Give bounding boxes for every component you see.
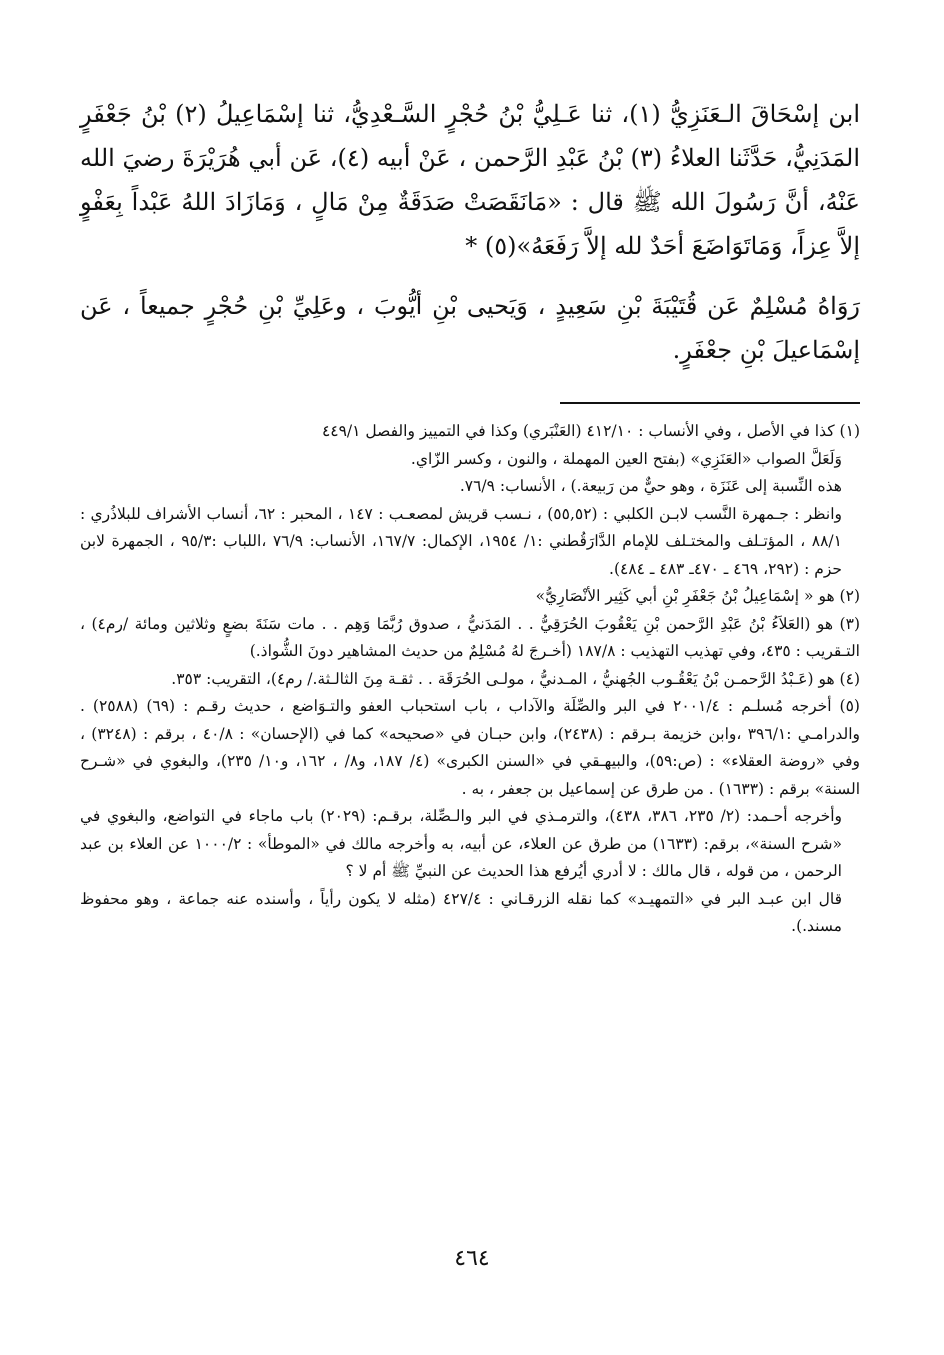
footnote-line: وَلَعَلَّ الصواب «العَنَزِي» (بفتح العين المهملة ، والنون ، وكسر الزّاي. xyxy=(410,449,842,468)
footnote-line: (٥) أخرجه مُسلـم : ٢٠٠١/٤ في البر والصِّلَة والآداب ، باب استحباب العفو والتـوَاضع ، حديث رقـم : (٦٩) (٢٥٨٨) . والدرامـي :٣٩٦/١ ،وابن خزيمة بـرقم : (٢٤٣٨)، وابن حبـان في «صحيحه» كما في (الإحسان» : ٤٠/٨ ، برقم : (٣٢٤٨) ، وفي «روضة العقلاء» : (ص:٥٩)، والبيهـقي في «السنن الكبرى» (٤/ ١٨٧، و٨/ ، ١٦٢، و١٠/ ٢٣٥)، والبغوي في «شـرح السنة» برقم : (١٦٣٣) . من طرق عن إسماعيل بن جعفر ، به . xyxy=(80,697,860,798)
footnote-line: وانظر : جـمهرة النَّسب لابـن الكلبي : (٥٥,٥٢) ، نـسب قريش لمصعـب : ١٤٧ ، المحبر : ٦٢، أنساب الأشراف للبلاذُري : ٨٨/١ ، المؤتـلف والمختـلف للإمام الدَّارَقُطني :١/ ١٩٥٤، الإكمال: ١٦٧/٧، الأنساب: ٧٦/٩ ،اللباب :٩٥/٣ ، الجمهرة لابن حزم : (٢٩٢، ٤٦٩ ـ ٤٧٠ـ ٤٨٣ ـ ٤٨٤). xyxy=(80,504,842,578)
narration-paragraph: رَوَاهُ مُسْلِمٌ عَن قُتَيْبَةَ بْنِ سَعِيدٍ ، وَيَحيى بْنِ أيُّوبَ ، وعَلِيِّ بْنِ حُجْرٍ جميعاً ، عَن إسْمَاعيلَ بْنِ جعْفَرٍ. xyxy=(80,292,860,364)
footnote-3: (٣) هو (العَلاَءُ بْنُ عَبْدِ الرَّحمن بْنِ يَعْقُوبَ الحُرَقِيُّ . . المَدَنيُّ ، صدوق رُبَّمَا وَهِم . . مات سَنَةَ بضعٍ وثلاثين ومائة /رم٤) ، التـقريب : ٤٣٥، وفي تهذيب التهذيب : ١٨٧/٨ (أخـرجَ لهُ مُسْلِمٌ من حديث المشاهير دونَ الشُّواذ.) xyxy=(80,614,860,660)
footnotes xyxy=(80,418,860,941)
footnote-line: قال ابن عبـد البر في «التمهيـد» كما نقله الزرقـاني : ٤٢٧/٤ (مثله لا يكون رأياً ، وأسنده عنه جماعة ، وهو محفوظ مسند.). xyxy=(80,889,842,935)
book-page xyxy=(80,92,860,941)
footnote-line: وأخرجه أحـمد: (٢/ ٢٣٥، ٣٨٦، ٤٣٨)، والترمـذي في البر والـصِّلة، برقـم: (٢٠٢٩) باب ماجاء في التواضع، والبغوي في «شرح السنة»، برقم: (١٦٣٣) من طرق عن العلاء، عن أبيه، به وأخرجه مالك في «الموطأ» : ١٠٠٠/٢ عن العلاء بن عبد الرحمن ، من قوله ، قال مالك : لا أدري أيُرفع هذا الحديث عن النبيِّ ﷺ أم لا ؟ xyxy=(80,807,842,880)
footnote-4: (٤) هو (عَـبْدُ الرَّحمـن بْنُ يَعْقُـوب الجُهنيُّ ، المـدنيُّ ، مولـى الحُرَقَة . . ثقـة مِنَ الثالـثة./ رم٤)، التقريب: ٣٥٣. xyxy=(171,669,860,688)
footnote-divider xyxy=(560,402,860,404)
footnote-1 xyxy=(80,418,860,583)
hadith-text xyxy=(80,92,860,372)
footnote-5 xyxy=(80,693,860,941)
footnote-2: (٢) هو « إسْمَاعِيلُ بْنُ جَعْفَرِ بْنِ أبي كَثِير الأنْصَارِيُّ» xyxy=(535,587,860,605)
page-number: ٤٦٤ xyxy=(454,1246,490,1271)
footnote-line: (١) كذا في الأصل ، وفي الأنساب : ٤١٢/١٠ (العَنْبَري) وكذا في التمييز والفصل ٤٤٩/١ xyxy=(321,422,860,440)
footnote-line: هذه النِّسبة إلى عَنَزَة ، وهو حيٌّ من رَبيعة.) ، الأنساب: ٧٦/٩. xyxy=(459,477,842,495)
hadith-paragraph: ابن إسْحَاقَ الـعَنَزِيُّ (١)، ثنا عَـلِيُّ بْنُ حُجْرٍ السَّـعْدِيُّ، ثنا إسْمَاعِيلُ (٢) بْنُ جَعْفَرٍ المَدَنِيُّ، حَدَّثَنا العلاءُ (٣) بْنُ عَبْدِ الرَّحمن ، عَنْ أبيه (٤)، عَن أبي هُرَيْرَةَ رضيَ الله عَنْهُ، أنَّ رَسُولَ الله ﷺ قال : «مَانَقَصَتْ صَدَقَةٌ مِنْ مَالٍ ، وَمَازَادَ اللهُ عَبْداً بِعَفْوٍ إلاَّ عِزاً، وَمَاتَوَاضَعَ أحَدٌ لله إلاَّ رَفَعَهُ»(٥) * xyxy=(80,100,861,260)
